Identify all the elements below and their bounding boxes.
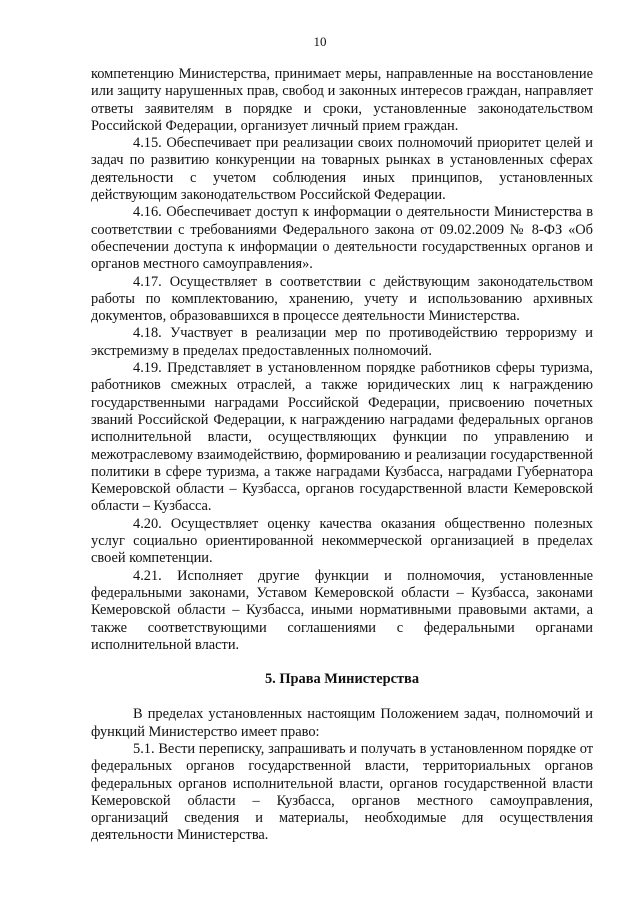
- paragraph-continuation: компетенцию Министерства, принимает меры, направленные на восстановление или защиту нарушенных прав, свобод и законных интересов граждан, направляет ответы заявителям в порядке и сроки, установленные законодательством Российской Федерации, организует личный прием граждан.: [91, 66, 593, 134]
- paragraph-4-15: 4.15. Обеспечивает при реализации своих полномочий приоритет целей и задач по развитию конкуренции на товарных рынках в установленных сферах деятельности с учетом соблюдения иных принципов, установленных действующим законодательством Российской Федерации.: [91, 135, 593, 204]
- paragraph-4-16: 4.16. Обеспечивает доступ к информации о деятельности Министерства в соответствии с требованиями Федерального закона от 09.02.2009 № 8-ФЗ «Об обеспечении доступа к информации о деятельности государственных органов и органов местного самоуправления».: [91, 204, 593, 273]
- paragraph-4-21: 4.21. Исполняет другие функции и полномочия, установленные федеральными законами, Уставом Кемеровской области – Кузбасса, законами Кемеровской области – Кузбасса, иными нормативными правовыми актами, а также соответствующими соглашениями с федеральными органами исполнительной власти.: [91, 567, 593, 653]
- section-heading: 5. Права Министерства: [264, 671, 420, 688]
- paragraph-4-20: 4.20. Осуществляет оценку качества оказания общественно полезных услуг социально ориентированной некоммерческой организацией в пределах своей компетенции.: [91, 515, 593, 567]
- paragraph-section-5-intro: В пределах установленных настоящим Положением задач, полномочий и функций Министерство имеет право:: [91, 706, 593, 740]
- paragraph-5-1: 5.1. Вести переписку, запрашивать и получать в установленном порядке от федеральных органов государственной власти, территориальных органов федеральных органов исполнительной власти, органов государственной власти Кемеровской области – Кузбасса, органов местного самоуправления, организаций сведения и материалы, необходимые для осуществления деятельности Министерства.: [91, 740, 593, 844]
- paragraph-4-19: 4.19. Представляет в установленном порядке работников сферы туризма, работников смежных отраслей, а также юридических лиц к награждению государственными наградами Российской Федерации, присвоению почетных званий Российской Федерации, к награждению наградами федеральных органов исполнительной власти, осуществляющих функции по управлению и межотраслевому взаимодействию, формированию и реализации государственной политики в сфере туризма, а также наградами Кузбасса, наградами Губернатора Кемеровской области – Кузбасса, органов государственной власти Кемеровской области – Кузбасса.: [91, 360, 593, 515]
- document-body: [91, 66, 593, 845]
- paragraph-4-17: 4.17. Осуществляет в соответствии с действующим законодательством работы по комплектованию, хранению, учету и использованию архивных документов, образовавшихся в процессе деятельности Министерства.: [91, 273, 593, 325]
- paragraph-4-18: 4.18. Участвует в реализации мер по противодействию терроризму и экстремизму в пределах предоставленных полномочий.: [91, 325, 593, 359]
- page-number: 10: [313, 34, 327, 49]
